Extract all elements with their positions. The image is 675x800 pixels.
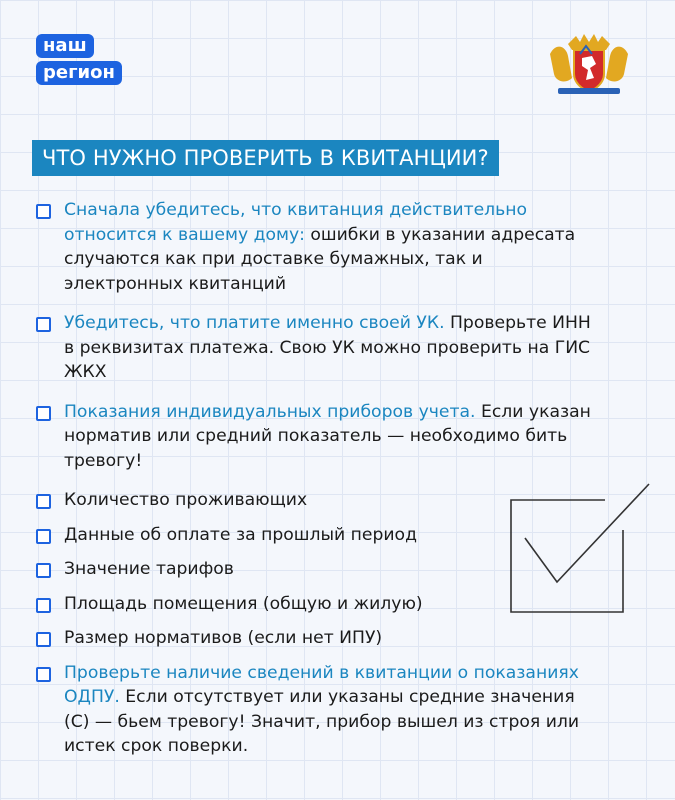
item-text: ошибки в указании адресата случаются как при доставке бумажных, так и электронных квитанций bbox=[64, 224, 576, 294]
item-text: Площадь помещения (общую и жилую) bbox=[64, 593, 423, 614]
item-text: Проверьте ИНН в реквизитах платежа. Свою УК можно проверить на ГИС ЖКХ bbox=[64, 313, 591, 382]
checklist-item-3 bbox=[34, 400, 604, 474]
item-text: Значение тарифов bbox=[64, 559, 234, 579]
item-highlight: Сначала убедитесь, что квитанция действительно относится к вашему дому: bbox=[64, 200, 528, 245]
logo-line-2: регион bbox=[36, 61, 122, 85]
item-text: Данные об оплате за прошлый период bbox=[64, 524, 417, 545]
checkbox-icon bbox=[36, 494, 51, 509]
item-highlight: Проверьте наличие сведений в квитанции о показаниях ОДПУ. bbox=[64, 662, 579, 707]
checklist-item-1 bbox=[34, 198, 604, 296]
logo-line-1: наш bbox=[36, 34, 94, 58]
item-text: Количество проживающих bbox=[64, 490, 308, 510]
item-highlight: Показания индивидуальных приборов учета. bbox=[64, 401, 476, 422]
checklist-item-9 bbox=[34, 661, 604, 759]
checkbox-icon bbox=[36, 632, 51, 647]
checkbox-icon bbox=[36, 529, 51, 544]
checkbox-icon bbox=[36, 317, 51, 332]
item-text: Если указан норматив или средний показатель — необходимо бить тревогу! bbox=[64, 401, 591, 471]
logo bbox=[36, 34, 126, 88]
coat-of-arms-icon bbox=[546, 32, 632, 98]
checkbox-icon bbox=[36, 598, 51, 613]
checkmark-box-icon bbox=[505, 482, 655, 614]
item-text: Если отсутствует или указаны средние значения (С) — бьем тревогу! Значит, прибор вышел из строя или истек срок поверки. bbox=[64, 687, 580, 756]
page-title: ЧТО НУЖНО ПРОВЕРИТЬ В КВИТАНЦИИ? bbox=[32, 140, 499, 176]
checkbox-icon bbox=[36, 204, 51, 219]
item-highlight: Убедитесь, что платите именно своей УК. bbox=[64, 313, 445, 333]
checkbox-icon bbox=[36, 667, 51, 682]
checkbox-icon bbox=[36, 563, 51, 578]
checkbox-icon bbox=[36, 406, 51, 421]
checklist-item-2 bbox=[34, 311, 604, 385]
item-text: Размер нормативов (если нет ИПУ) bbox=[64, 628, 383, 648]
checklist-item-8 bbox=[34, 626, 604, 651]
